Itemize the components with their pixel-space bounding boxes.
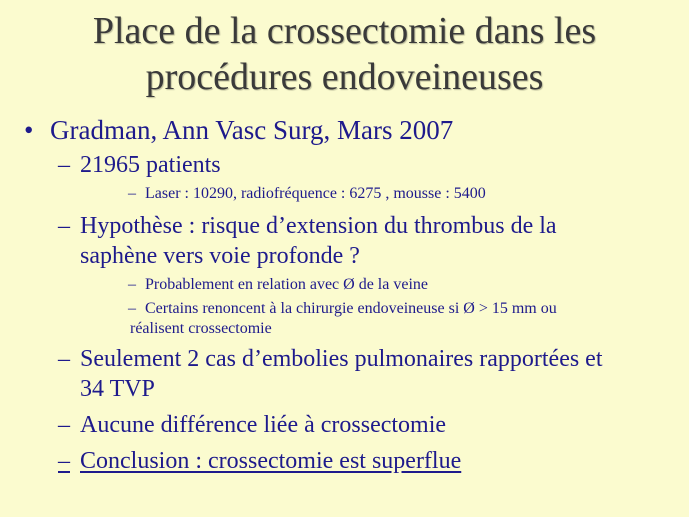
renounce-line-1: Certains renoncent à la chirurgie endoveineuse si Ø > 15 mm ou [145, 300, 557, 317]
dash-conclusion: – [58, 448, 70, 474]
embolism-line-1: Seulement 2 cas d’embolies pulmonaires rapportées et [80, 346, 603, 372]
hypothesis-line-2: saphène vers voie profonde ? [80, 243, 360, 269]
dash-renounce: – [128, 300, 136, 317]
no-difference-text: Aucune différence liée à crossectomie [80, 412, 447, 438]
dash-embolism: – [58, 346, 70, 372]
title-line-1: Place de la crossectomie dans les [92, 10, 597, 52]
dash-breakdown: – [128, 185, 136, 202]
breakdown-text: Laser : 10290, radiofréquence : 6275 , mousse : 5400 [145, 185, 486, 202]
conclusion-text: Conclusion : crossectomie est superflue [80, 448, 462, 474]
slide-title [0, 8, 689, 100]
bullet-dot: • [24, 115, 34, 145]
renounce-line-2: réalisent crossectomie [130, 320, 272, 337]
dash-hypothesis: – [58, 213, 70, 239]
patients-text: 21965 patients [80, 152, 221, 178]
hypothesis-line-1: Hypothèse : risque d’extension du thrombus de la [80, 213, 557, 239]
dash-no-difference: – [58, 412, 70, 438]
dash-patients: – [58, 152, 70, 178]
embolism-line-2: 34 TVP [80, 376, 155, 402]
reference-text: Gradman, Ann Vasc Surg, Mars 2007 [50, 115, 454, 145]
title-line-2: procédures endoveineuses [145, 56, 544, 98]
diameter-text: Probablement en relation avec Ø de la veine [145, 276, 428, 293]
dash-diameter: – [128, 276, 136, 293]
